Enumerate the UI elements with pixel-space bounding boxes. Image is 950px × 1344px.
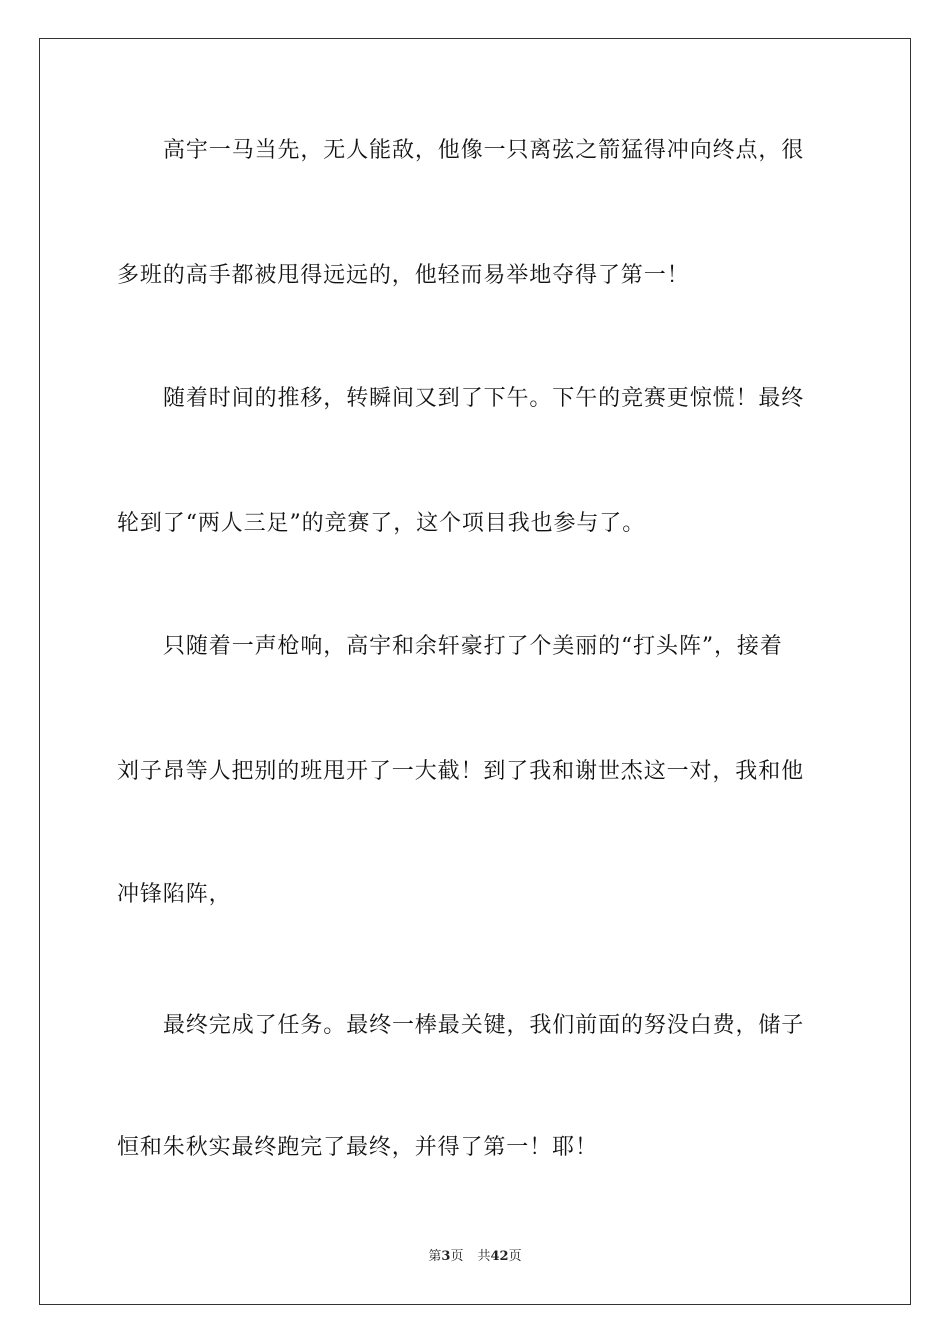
- total-suffix: 页: [508, 1249, 522, 1264]
- page-number: 3: [441, 1249, 451, 1264]
- page-footer: [0, 1248, 950, 1266]
- total-pages: 42: [490, 1249, 509, 1264]
- paragraph-line: 轮到了“两人三足”的竞赛了，这个项目我也参与了。: [117, 511, 646, 536]
- total-prefix: 共: [477, 1249, 491, 1264]
- page-suffix: 页: [450, 1249, 464, 1264]
- paragraph-line: 随着时间的推移，转瞬间又到了下午。下午的竞赛更惊慌！最终: [163, 386, 805, 411]
- paragraph-line: 多班的高手都被甩得远远的，他轻而易举地夺得了第一！: [117, 263, 690, 288]
- paragraph-line: 最终完成了任务。最终一棒最关键，我们前面的努没白费，储子: [163, 1013, 805, 1038]
- paragraph-line: 刘子昂等人把别的班甩开了一大截！到了我和谢世杰这一对，我和他: [117, 759, 805, 784]
- paragraph-line: 高宇一马当先，无人能敌，他像一只离弦之箭猛得冲向终点，很: [163, 138, 805, 163]
- paragraph-line: 冲锋陷阵，: [117, 882, 232, 907]
- page-prefix: 第: [428, 1249, 442, 1264]
- paragraph-line: 恒和朱秋实最终跑完了最终，并得了第一！耶！: [117, 1135, 598, 1160]
- paragraph-line: 只随着一声枪响，高宇和余轩豪打了个美丽的“打头阵”，接着: [163, 634, 783, 659]
- page-border: [39, 38, 911, 1305]
